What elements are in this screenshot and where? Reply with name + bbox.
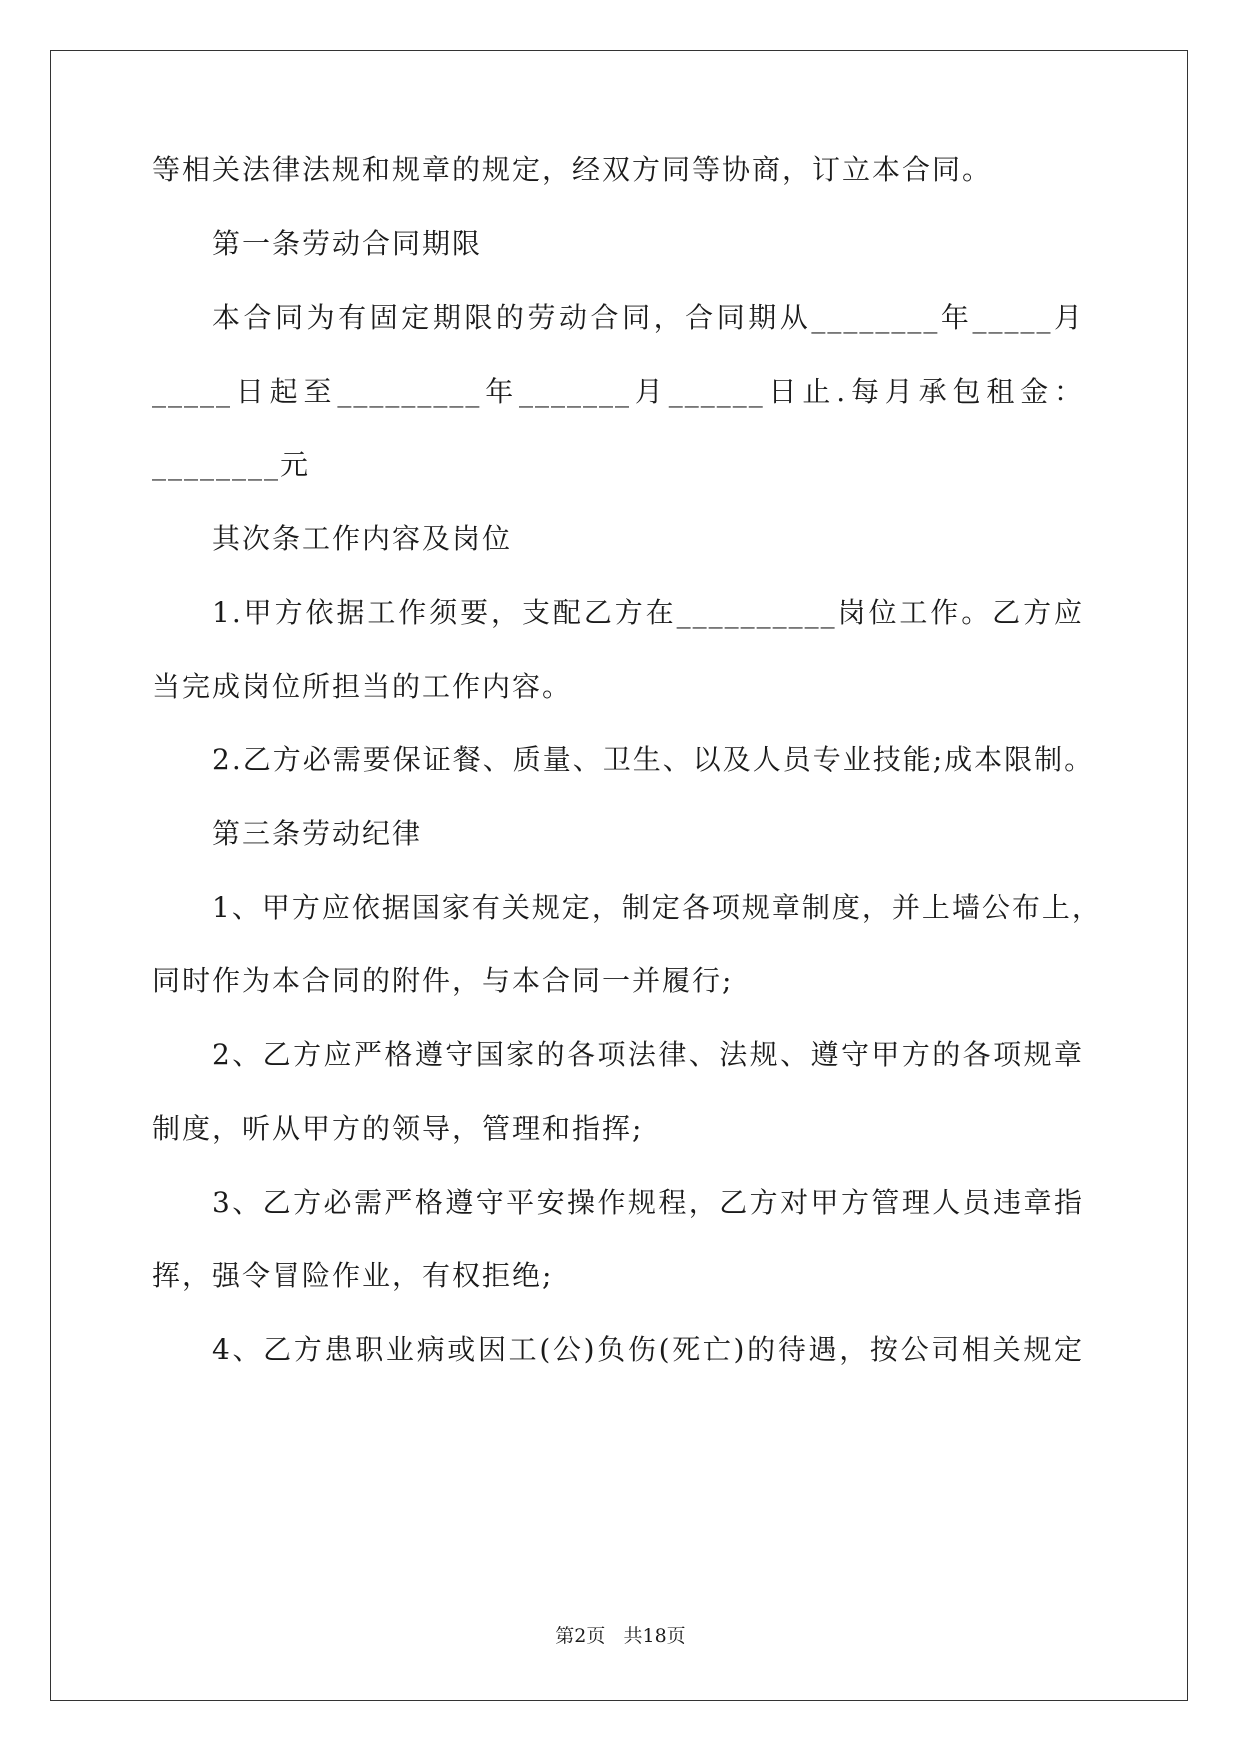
body-line-11: 1、甲方应依据国家有关规定，制定各项规章制度，并上墙公布上， — [212, 891, 1102, 924]
body-line-16: 挥，强令冒险作业，有权拒绝; — [152, 1259, 554, 1292]
body-line-17: 4、乙方患职业病或因工(公)负伤(死亡)的待遇，按公司相关规定 — [212, 1333, 1084, 1366]
page-border — [50, 50, 1188, 1701]
body-line-15: 3、乙方必需严格遵守平安操作规程，乙方对甲方管理人员违章指 — [212, 1186, 1084, 1219]
body-line-5: ________元 — [152, 448, 311, 481]
section-heading-1: 第一条劳动合同期限 — [212, 227, 483, 260]
section-heading-3: 第三条劳动纪律 — [212, 817, 423, 850]
body-line-8: 当完成岗位所担当的工作内容。 — [152, 670, 573, 703]
page-number-footer: 第2页 共18页 — [555, 1625, 686, 1647]
body-line-7: 1.甲方依据工作须要，支配乙方在__________岗位工作。乙方应 — [212, 596, 1084, 629]
body-line-14: 制度，听从甲方的领导，管理和指挥; — [152, 1112, 644, 1145]
body-line-1: 等相关法律法规和规章的规定，经双方同等协商，订立本合同。 — [152, 153, 993, 186]
body-line-12: 同时作为本合同的附件，与本合同一并履行; — [152, 964, 734, 997]
section-heading-2: 其次条工作内容及岗位 — [212, 522, 513, 555]
body-line-3: 本合同为有固定期限的劳动合同，合同期从________年_____月 — [212, 301, 1084, 334]
body-line-4: _____日起至_________年_______月______日止.每月承包租金： — [152, 375, 1084, 408]
body-line-9: 2.乙方必需要保证餐、质量、卫生、以及人员专业技能;成本限制。 — [212, 743, 1095, 776]
body-line-13: 2、乙方应严格遵守国家的各项法律、法规、遵守甲方的各项规章 — [212, 1038, 1084, 1071]
